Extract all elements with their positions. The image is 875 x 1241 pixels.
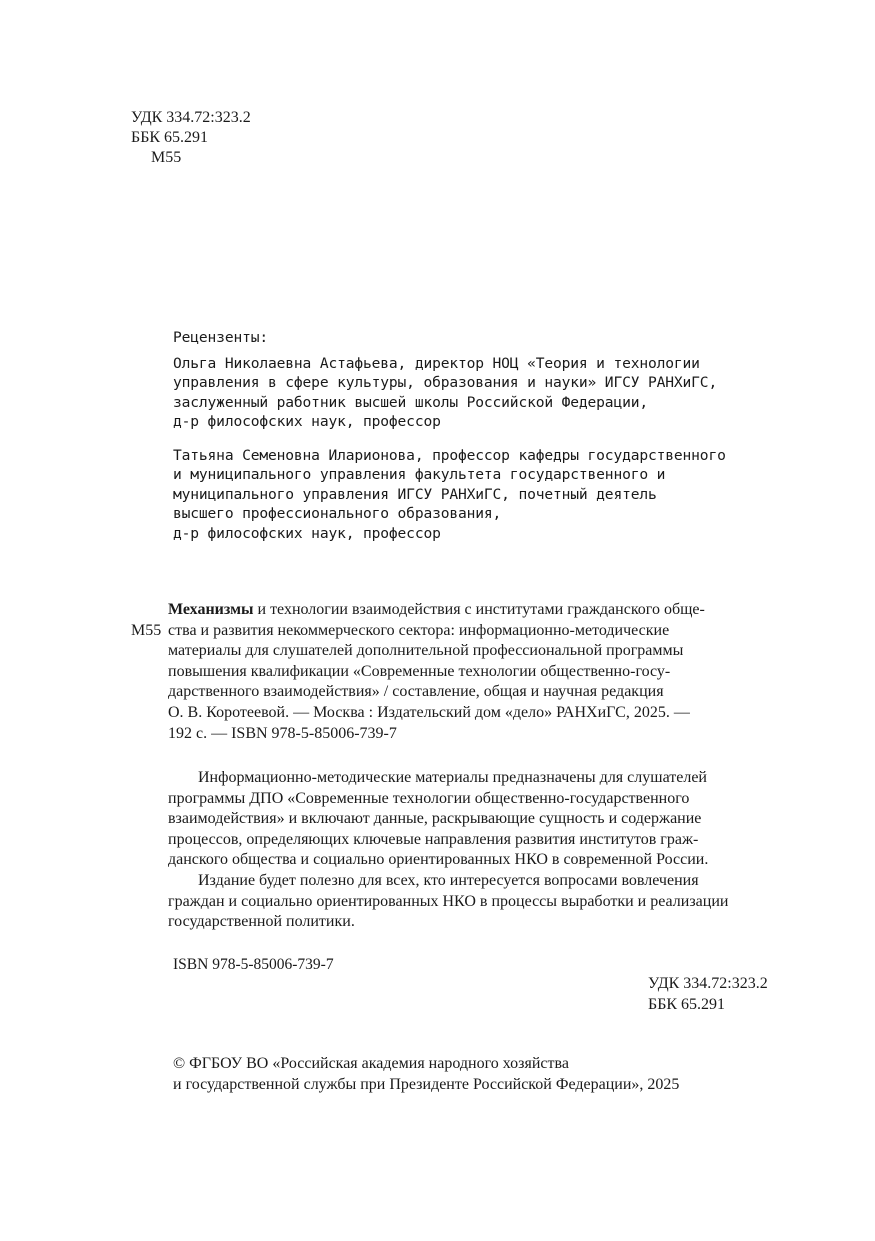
annotation-line: Издание будет полезно для всех, кто интересуется вопросами вовлечения [198,871,699,889]
biblio-line: материалы для слушателей дополнительной профессиональной программы [168,642,684,660]
reviewer-line: муниципального управления ИГСУ РАНХиГС, почетный деятель [173,485,657,503]
reviewer-line: д-р философских наук, профессор [173,524,441,542]
biblio-author-code: М55 [131,621,162,639]
reviewer-line: Татьяна Семеновна Иларионова, профессор кафедры государственного [173,446,726,464]
biblio-line [131,600,791,621]
biblio-line: 192 с. — ISBN 978-5-85006-739-7 [168,724,397,742]
classification-codes-right [648,974,768,1015]
reviewers-title: Рецензенты: [173,329,268,346]
biblio-text: ства и развития некоммерческого сектора: информационно-методические [168,621,670,639]
reviewers-block [173,328,773,557]
reviewer-line: управления в сфере культуры, образования и науки» ИГСУ РАНХиГС, [173,374,718,391]
annotation-line: государственной политики. [168,913,355,931]
annotation-line: процессов, определяющих ключевые направления развития институтов граж- [168,830,699,848]
annotation-line: граждан и социально ориентированных НКО в процессы выработки и реализации [168,892,729,910]
reviewer-line: заслуженный работник высшей школы Российской Федерации, [173,393,648,411]
annotation-line: Информационно-методические материалы предназначены для слушателей [198,769,707,786]
reviewer-line: Ольга Николаевна Астафьева, директор НОЦ «Теория и технологии [173,354,700,372]
classification-block [131,108,251,168]
bibliographic-description [131,600,791,744]
reviewer-line: высшего профессионального образования, [173,505,502,522]
biblio-title-rest: и технологии взаимодействия с институтами гражданского обще- [253,601,705,618]
udk-code-right: УДК 334.72:323.2 [648,975,768,992]
biblio-line [131,621,791,642]
annotation-line: данского общества и социально ориентированных НКО в современной России. [168,851,709,869]
isbn: ISBN 978-5-85006-739-7 [173,956,334,973]
biblio-line: повышения квалификации «Современные технологии общественно-госу- [168,662,671,680]
annotation-line: взаимодействия» и включают данные, раскрывающие сущность и содержание [168,810,702,828]
reviewer-line: и муниципального управления факультета государственного и [173,466,666,483]
reviewer-line: д-р философских наук, профессор [173,413,441,430]
udk-code: УДК 334.72:323.2 [131,109,251,126]
bbk-code-right: ББК 65.291 [648,995,726,1013]
copyright-notice [173,1054,679,1095]
reviewer-entry [173,354,773,432]
copyright-line: © ФГБОУ ВО «Российская академия народного хозяйства [173,1055,569,1072]
annotation-line: программы ДПО «Современные технологии общественно-государственного [168,789,690,807]
biblio-line: О. В. Коротеевой. — Москва : Издательский дом «дело» РАНХиГС, 2025. — [168,703,690,721]
annotation-block [168,768,788,933]
copyright-line: и государственной службы при Президенте Российской Федерации», 2025 [173,1075,680,1093]
author-mark: М55 [151,149,182,166]
bbk-code: ББК 65.291 [131,129,209,146]
biblio-title-bold: Механизмы [168,601,254,618]
reviewer-entry [173,446,773,544]
biblio-line: дарственного взаимодействия» / составление, общая и научная редакция [168,683,664,701]
